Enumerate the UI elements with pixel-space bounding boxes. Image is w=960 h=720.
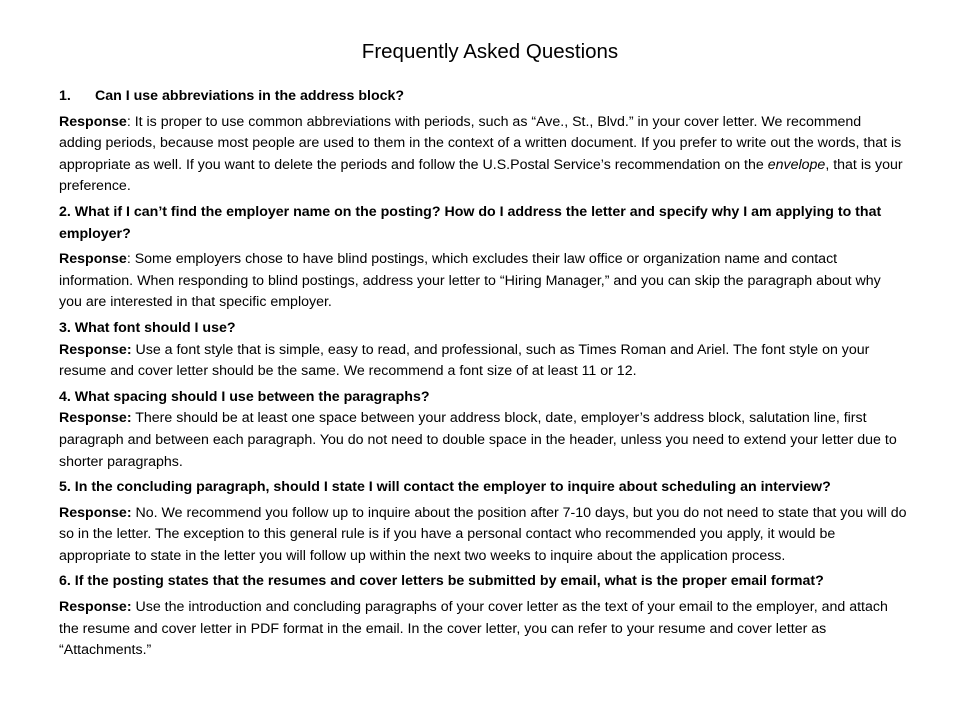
faq-answer-1 [59, 112, 907, 198]
faq-item-3 [59, 318, 907, 383]
question-text: 4. What spacing should I use between the paragraphs? [59, 388, 430, 405]
faq-answer-5 [59, 503, 907, 568]
answer-text: Use a font style that is simple, easy to read, and professional, such as Times Roman and Ariel. The font style on your resume and cover letter should be the same. We recommend a font size of at least 11 or 12. [59, 341, 870, 380]
faq-question-2: 2. What if I can’t find the employer name on the posting? How do I address the letter and specify why I am applying to that employer? [59, 203, 882, 242]
faq-answer-2 [59, 249, 907, 314]
faq-item-4 [59, 387, 907, 473]
response-label: Response: [59, 599, 132, 616]
faq-question-6: 6. If the posting states that the resumes and cover letters be submitted by email, what is the proper email format? [59, 573, 824, 590]
answer-text: : Some employers chose to have blind postings, which excludes their law office or organization name and contact information. When responding to blind postings, address your letter to “Hiring Manager,” and you can skip the paragraph about why you are interested in that specific employer. [59, 251, 881, 311]
response-label: Response: [59, 504, 132, 521]
response-label: Response: [59, 410, 132, 427]
answer-text-end: , that is your preference. [59, 156, 903, 195]
question-text: 3. What font should I use? [59, 319, 236, 336]
faq-question-5: 5. In the concluding paragraph, should I state I will contact the employer to inquire about scheduling an interview? [59, 479, 831, 496]
response-label: Response [59, 113, 127, 130]
question-text: Can I use abbreviations in the address block? [95, 88, 405, 104]
answer-text: : It is proper to use common abbreviations with periods, such as “Ave., St., Blvd.” in your cover letter. We recommend adding periods, because most people are used to them in the context of a written document. If you prefer to write out the words, that is appropriate as well. If you want to delete the periods and follow the U.S.Postal Service’s recommendation on the [59, 113, 902, 173]
page-title: Frequently Asked Questions [361, 40, 619, 63]
answer-text: There should be at least one space between your address block, date, employer’s address block, salutation line, first paragraph and between each paragraph. You do not need to double space in the header, unless you need to extend your letter due to shorter paragraphs. [59, 410, 897, 470]
answer-text: No. We recommend you follow up to inquire about the position after 7-10 days, but you do not need to state that you will do so in the letter. The exception to this general rule is if you have a personal contact who recommended you apply, it would be appropriate to state in the letter you will follow up within the next two weeks to inquire about the application process. [59, 504, 907, 564]
answer-text: Use the introduction and concluding paragraphs of your cover letter as the text of your email to the employer, and attach the resume and cover letter in PDF format in the email. In the cover letter, you can refer to your resume and cover letter as “Attachments.” [59, 599, 888, 659]
response-label: Response [59, 251, 127, 268]
response-label: Response: [59, 341, 132, 358]
faq-answer-6 [59, 597, 907, 662]
question-number: 1. [59, 88, 71, 104]
answer-emphasis: envelope [767, 156, 826, 173]
faq-list [59, 86, 907, 666]
faq-question-1 [59, 86, 907, 108]
